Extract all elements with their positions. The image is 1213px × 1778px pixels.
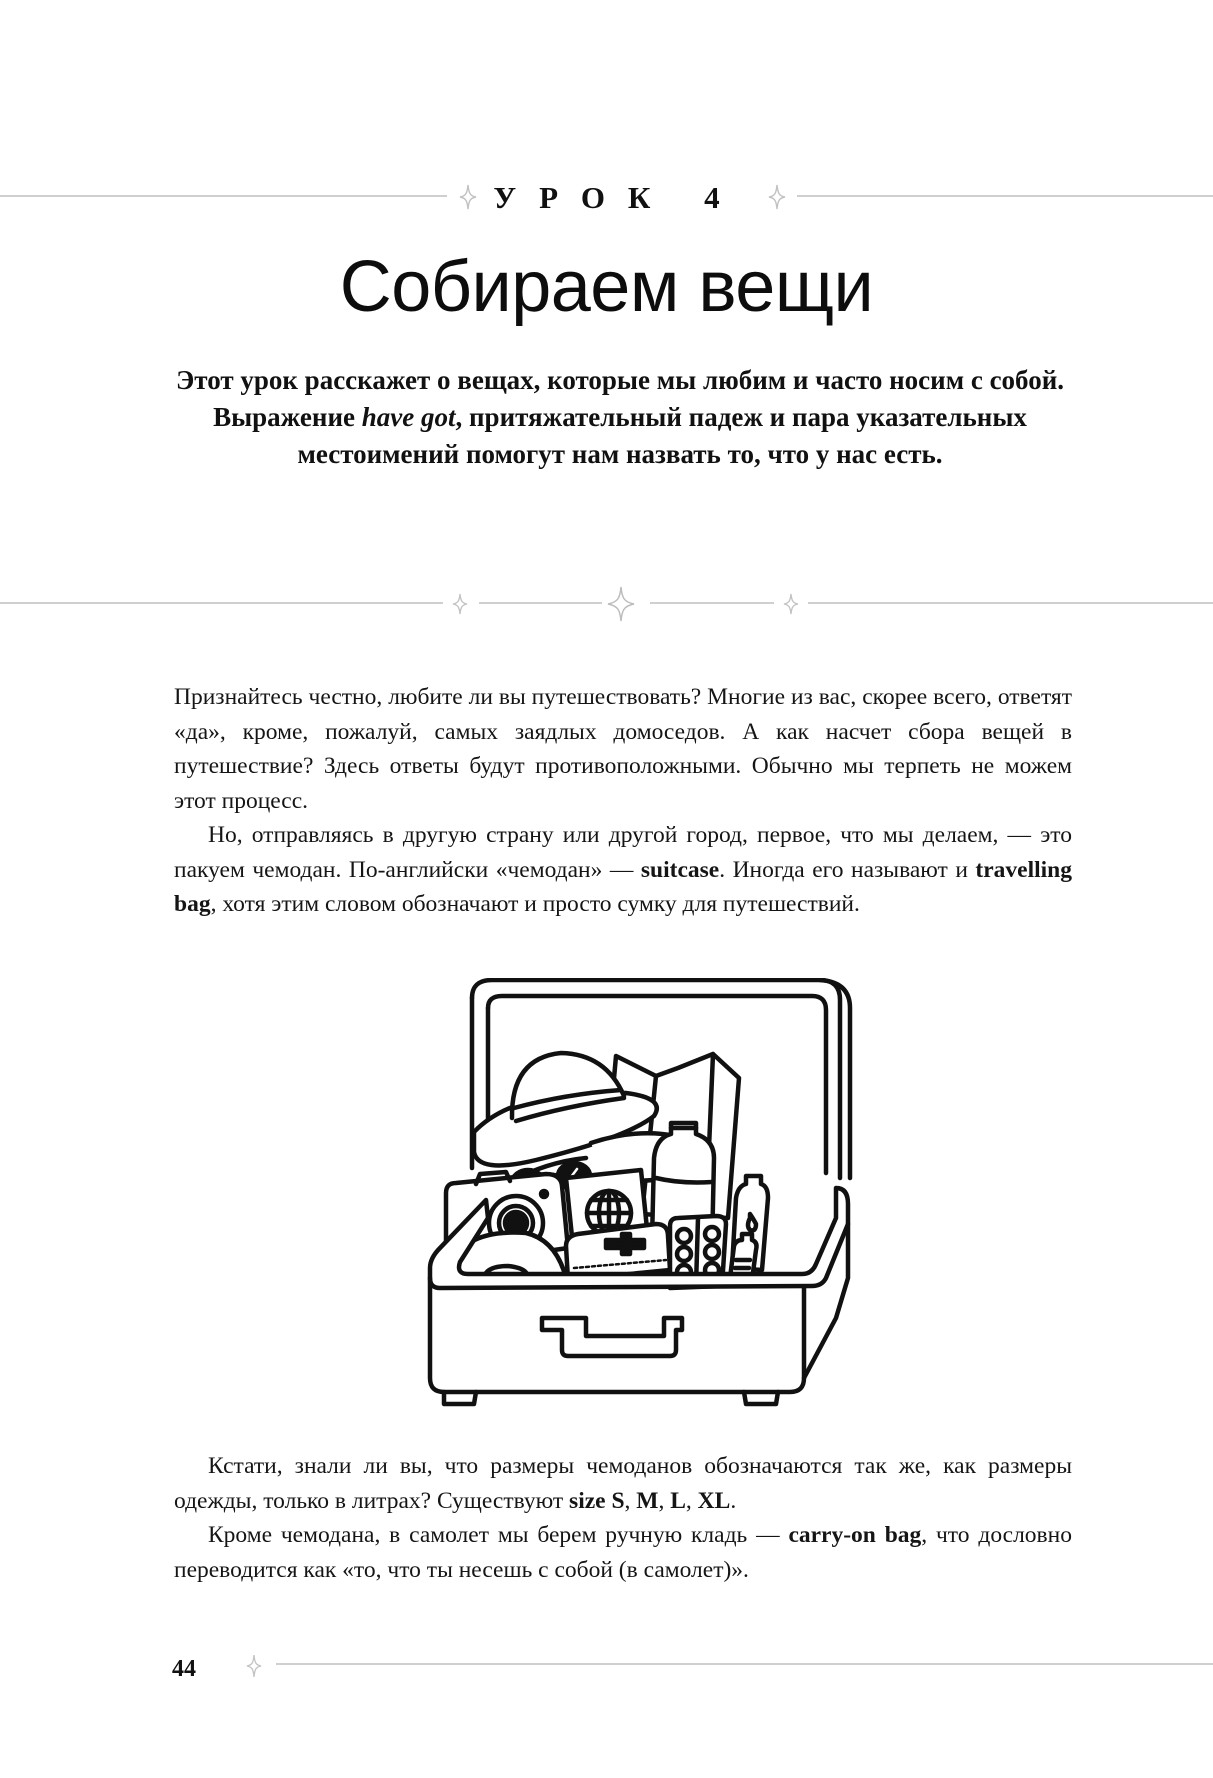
separator: , xyxy=(624,1487,637,1514)
lesson-label: УРОК 4 xyxy=(493,180,743,215)
intro-text: , притяжательный падеж и пара указательных местоимений помогут нам назвать то, что у нас есть. xyxy=(297,402,1027,469)
body-text-block xyxy=(174,1449,1072,1587)
term-travelling-bag: travelling bag xyxy=(174,856,1072,917)
paragraph-text: , что дословно переводится как «то, что ты несешь с собой (в самолет)». xyxy=(174,1522,1072,1583)
paragraph xyxy=(174,818,1072,922)
page-number: 44 xyxy=(172,1656,196,1682)
paragraph-text: , хотя этим словом обозначают и просто сумку для путешествий. xyxy=(210,891,860,917)
separator: , xyxy=(658,1487,671,1514)
divider-rule xyxy=(479,602,602,604)
sparkle-icon xyxy=(767,184,787,210)
term-size-m: M xyxy=(636,1487,659,1514)
page-title: Собираем вещи xyxy=(339,247,874,327)
footer-rule xyxy=(276,1663,1213,1665)
sparkle-icon xyxy=(782,593,800,615)
paragraph xyxy=(174,1518,1072,1587)
term-size-xl: XL xyxy=(697,1487,731,1514)
divider-rule xyxy=(0,602,443,604)
term-carry-on-bag: carry-on bag xyxy=(788,1522,922,1548)
separator: , xyxy=(685,1487,698,1514)
sparkle-icon xyxy=(451,593,469,615)
paragraph-text: Кроме чемодана, в самолет мы берем ручную кладь — xyxy=(208,1522,789,1548)
term-size-l: L xyxy=(670,1487,686,1514)
sparkle-icon xyxy=(606,586,636,622)
intro-emphasis: have got xyxy=(361,402,456,432)
intro-text: Этот урок расскажет о вещах, которые мы любим и часто носим с собой. Выражение xyxy=(175,365,1065,432)
paragraph-text: . Иногда его называют и xyxy=(719,856,976,883)
separator: . xyxy=(730,1487,737,1514)
lesson-intro xyxy=(170,362,1070,473)
divider-rule xyxy=(808,602,1213,604)
term-size-s: size S xyxy=(569,1487,625,1514)
divider-rule xyxy=(650,602,774,604)
body-text-block xyxy=(174,680,1072,922)
paragraph-text: Но, отправляясь в другую страну или другой город, первое, что мы делаем, — это пакуем чемодан. По-английски «чемодан» — xyxy=(174,822,1072,883)
suitcase-handle-icon xyxy=(542,1318,682,1356)
paragraph-text: Кстати, знали ли вы, что размеры чемоданов обозначаются так же, как размеры одежды, только в литрах? Существуют xyxy=(174,1453,1072,1514)
suitcase-illustration xyxy=(416,978,856,1408)
first-aid-kit-icon xyxy=(566,1224,670,1280)
term-suitcase: suitcase xyxy=(640,856,720,883)
header-rule-right xyxy=(797,195,1213,197)
paragraph: Признайтесь честно, любите ли вы путешествовать? Многие из вас, скорее всего, ответят «да», кроме, пожалуй, самых заядлых домоседов. А как насчет сбора вещей в путешествие? Здесь ответы будут противоположными. Обычно мы терпеть не можем этот процесс. xyxy=(174,684,1072,814)
paragraph xyxy=(174,1449,1072,1518)
sparkle-icon xyxy=(245,1654,263,1678)
